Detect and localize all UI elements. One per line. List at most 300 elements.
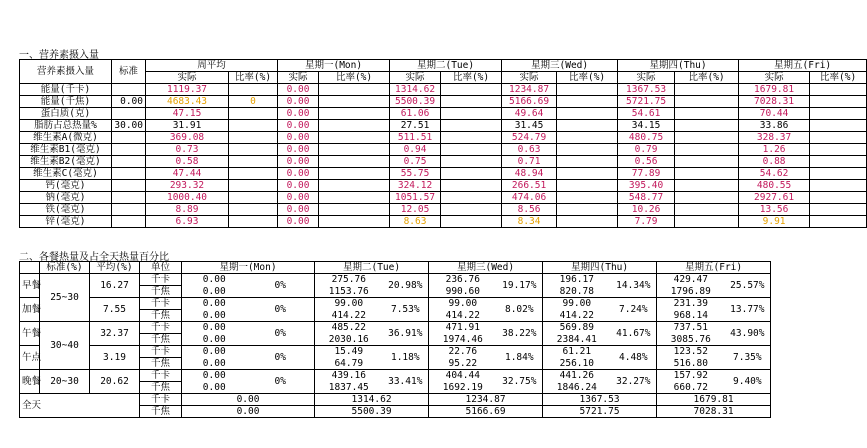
day-kj: 414.22 xyxy=(315,310,383,322)
day-actual: 9.91 xyxy=(739,216,810,228)
meal-label: 加餐 xyxy=(20,298,40,322)
day-ratio xyxy=(810,144,867,156)
day-actual: 70.44 xyxy=(739,108,810,120)
day-actual: 5721.75 xyxy=(618,96,675,108)
day-kj: 1796.89 xyxy=(657,286,725,298)
section1-title: 一、营养素摄入量 xyxy=(19,50,99,61)
day-actual: 34.15 xyxy=(618,120,675,132)
day-ratio xyxy=(441,132,502,144)
day-actual: 2927.61 xyxy=(739,192,810,204)
meal-row-kcal xyxy=(20,298,771,310)
day-actual: 0.75 xyxy=(390,156,441,168)
day-ratio xyxy=(319,192,390,204)
day-actual: 0.00 xyxy=(278,84,319,96)
day-actual: 54.62 xyxy=(739,168,810,180)
nutrient-row xyxy=(20,96,867,108)
day-ratio xyxy=(675,168,739,180)
head-ratio: 比率(%) xyxy=(441,72,502,84)
nutrient-row xyxy=(20,192,867,204)
day-actual: 8.63 xyxy=(390,216,441,228)
day-actual: 0.00 xyxy=(278,120,319,132)
head-ratio: 比率(%) xyxy=(229,72,278,84)
day-actual: 10.26 xyxy=(618,204,675,216)
day-percent: 32.27% xyxy=(611,370,657,394)
day-ratio xyxy=(675,204,739,216)
day-actual: 55.75 xyxy=(390,168,441,180)
day-kj: 1974.46 xyxy=(429,334,497,346)
day-ratio xyxy=(557,144,618,156)
day-ratio xyxy=(441,216,502,228)
nutrient-standard xyxy=(112,168,146,180)
day-kj: 516.80 xyxy=(657,358,725,370)
head-ratio: 比率(%) xyxy=(810,72,867,84)
day-actual: 27.51 xyxy=(390,120,441,132)
day-kj: 0.00 xyxy=(182,286,247,298)
day-kj: 660.72 xyxy=(657,382,725,394)
head-actual: 实际 xyxy=(502,72,557,84)
day-ratio xyxy=(810,96,867,108)
day-kj: 1153.76 xyxy=(315,286,383,298)
day-percent: 19.17% xyxy=(497,274,543,298)
nutrient-row xyxy=(20,216,867,228)
day-ratio xyxy=(319,96,390,108)
weekavg-ratio xyxy=(229,204,278,216)
day-kcal: 275.76 xyxy=(315,274,383,286)
corner-cell xyxy=(20,262,40,274)
nutrient-name: 能量(千焦) xyxy=(20,96,112,108)
day-kj: 0.00 xyxy=(182,334,247,346)
weekavg-actual: 47.44 xyxy=(146,168,229,180)
weekavg-ratio xyxy=(229,216,278,228)
day-kcal: 157.92 xyxy=(657,370,725,382)
weekavg-actual: 6.93 xyxy=(146,216,229,228)
head-ratio: 比率(%) xyxy=(675,72,739,84)
head-day: 星期四(Thu) xyxy=(618,60,739,72)
day-ratio xyxy=(441,108,502,120)
day-percent: 43.90% xyxy=(725,322,771,346)
day-percent: 9.40% xyxy=(725,370,771,394)
weekavg-actual: 47.15 xyxy=(146,108,229,120)
nutrient-name: 钠(毫克) xyxy=(20,192,112,204)
meal-label: 午点 xyxy=(20,346,40,370)
nutrient-row xyxy=(20,144,867,156)
day-ratio xyxy=(675,96,739,108)
day-kj: 414.22 xyxy=(543,310,611,322)
total-kcal: 1679.81 xyxy=(657,394,771,406)
day-actual: 0.00 xyxy=(278,144,319,156)
day-ratio xyxy=(319,144,390,156)
nutrient-row xyxy=(20,120,867,132)
day-percent: 7.35% xyxy=(725,346,771,370)
day-ratio xyxy=(810,120,867,132)
head-avg: 平均(%) xyxy=(90,262,140,274)
day-actual: 1679.81 xyxy=(739,84,810,96)
day-percent: 0% xyxy=(247,298,315,322)
unit-kj: 千焦 xyxy=(140,286,182,298)
nutrient-standard xyxy=(112,156,146,168)
nutrient-standard xyxy=(112,132,146,144)
unit-kj: 千焦 xyxy=(140,358,182,370)
nutrient-row xyxy=(20,180,867,192)
day-actual: 0.00 xyxy=(278,180,319,192)
day-ratio xyxy=(557,204,618,216)
day-actual: 1.26 xyxy=(739,144,810,156)
day-ratio xyxy=(319,84,390,96)
day-ratio xyxy=(557,96,618,108)
head-day: 星期四(Thu) xyxy=(543,262,657,274)
day-actual: 0.88 xyxy=(739,156,810,168)
nutrient-row xyxy=(20,204,867,216)
total-kj: 5721.75 xyxy=(543,406,657,418)
day-percent: 0% xyxy=(247,346,315,370)
day-ratio xyxy=(675,84,739,96)
day-actual: 1051.57 xyxy=(390,192,441,204)
day-kcal: 441.26 xyxy=(543,370,611,382)
nutrient-standard xyxy=(112,180,146,192)
day-percent: 8.02% xyxy=(497,298,543,322)
day-ratio xyxy=(810,132,867,144)
day-ratio xyxy=(319,204,390,216)
meal-std: 20~30 xyxy=(40,370,90,394)
nutrient-name: 脂肪占总热量% xyxy=(20,120,112,132)
day-ratio xyxy=(441,144,502,156)
head-day: 星期三(Wed) xyxy=(429,262,543,274)
day-actual: 1234.87 xyxy=(502,84,557,96)
nutrient-name: 蛋白质(克) xyxy=(20,108,112,120)
day-actual: 49.64 xyxy=(502,108,557,120)
unit-kcal: 千卡 xyxy=(140,394,182,406)
head-day: 星期五(Fri) xyxy=(739,60,867,72)
day-actual: 474.06 xyxy=(502,192,557,204)
day-actual: 0.00 xyxy=(278,96,319,108)
day-kcal: 485.22 xyxy=(315,322,383,334)
weekavg-ratio xyxy=(229,144,278,156)
total-kj: 7028.31 xyxy=(657,406,771,418)
weekavg-actual: 8.89 xyxy=(146,204,229,216)
day-ratio xyxy=(675,108,739,120)
nutrient-name: 维生素B2(毫克) xyxy=(20,156,112,168)
day-ratio xyxy=(441,180,502,192)
day-kcal: 0.00 xyxy=(182,346,247,358)
total-kcal: 1367.53 xyxy=(543,394,657,406)
nutrient-standard xyxy=(112,144,146,156)
total-row-kcal xyxy=(20,394,771,406)
day-actual: 328.37 xyxy=(739,132,810,144)
day-ratio xyxy=(441,156,502,168)
head-actual: 实际 xyxy=(739,72,810,84)
day-percent: 1.84% xyxy=(497,346,543,370)
head-weekavg: 周平均 xyxy=(146,60,278,72)
nutrient-standard xyxy=(112,192,146,204)
day-actual: 0.56 xyxy=(618,156,675,168)
day-ratio xyxy=(675,144,739,156)
meal-avg: 16.27 xyxy=(90,274,140,298)
day-actual: 480.75 xyxy=(618,132,675,144)
day-kcal: 471.91 xyxy=(429,322,497,334)
meal-std: 25~30 xyxy=(40,274,90,322)
day-actual: 77.89 xyxy=(618,168,675,180)
nutrient-row xyxy=(20,168,867,180)
day-percent: 13.77% xyxy=(725,298,771,322)
head-day: 星期三(Wed) xyxy=(502,60,618,72)
head-ratio: 比率(%) xyxy=(319,72,390,84)
day-actual: 0.94 xyxy=(390,144,441,156)
day-actual: 0.00 xyxy=(278,108,319,120)
unit-kcal: 千卡 xyxy=(140,274,182,286)
weekavg-ratio xyxy=(229,180,278,192)
day-actual: 0.79 xyxy=(618,144,675,156)
day-kcal: 737.51 xyxy=(657,322,725,334)
total-kcal: 0.00 xyxy=(182,394,315,406)
day-ratio xyxy=(810,180,867,192)
day-ratio xyxy=(319,132,390,144)
day-percent: 1.18% xyxy=(383,346,429,370)
head-actual: 实际 xyxy=(618,72,675,84)
day-ratio xyxy=(810,204,867,216)
nutrient-name: 维生素A(微克) xyxy=(20,132,112,144)
nutrient-intake-table xyxy=(19,59,867,228)
day-actual: 0.00 xyxy=(278,156,319,168)
nutrient-standard xyxy=(112,108,146,120)
day-kcal: 569.89 xyxy=(543,322,611,334)
day-ratio xyxy=(441,168,502,180)
day-ratio xyxy=(810,84,867,96)
day-ratio xyxy=(557,132,618,144)
day-percent: 0% xyxy=(247,322,315,346)
day-actual: 31.45 xyxy=(502,120,557,132)
day-actual: 7028.31 xyxy=(739,96,810,108)
meal-label: 午餐 xyxy=(20,322,40,346)
unit-kj: 千焦 xyxy=(140,406,182,418)
day-ratio xyxy=(557,180,618,192)
unit-kj: 千焦 xyxy=(140,334,182,346)
day-kcal: 0.00 xyxy=(182,298,247,310)
total-kj: 5166.69 xyxy=(429,406,543,418)
meal-label: 早餐 xyxy=(20,274,40,298)
day-actual: 0.63 xyxy=(502,144,557,156)
day-ratio xyxy=(441,120,502,132)
head-day: 星期一(Mon) xyxy=(182,262,315,274)
weekavg-actual: 4683.43 xyxy=(146,96,229,108)
day-actual: 0.00 xyxy=(278,192,319,204)
day-kj: 820.78 xyxy=(543,286,611,298)
weekavg-actual: 0.73 xyxy=(146,144,229,156)
weekavg-actual: 0.58 xyxy=(146,156,229,168)
day-kcal: 0.00 xyxy=(182,274,247,286)
day-percent: 32.75% xyxy=(497,370,543,394)
total-kj: 5500.39 xyxy=(315,406,429,418)
day-kcal: 99.00 xyxy=(429,298,497,310)
day-ratio xyxy=(557,192,618,204)
day-percent: 7.53% xyxy=(383,298,429,322)
day-ratio xyxy=(675,180,739,192)
meal-avg: 3.19 xyxy=(90,346,140,370)
weekavg-ratio xyxy=(229,132,278,144)
day-actual: 33.86 xyxy=(739,120,810,132)
day-ratio xyxy=(675,216,739,228)
day-ratio xyxy=(441,204,502,216)
day-ratio xyxy=(675,156,739,168)
day-ratio xyxy=(557,108,618,120)
day-percent: 20.98% xyxy=(383,274,429,298)
nutrient-row xyxy=(20,132,867,144)
nutrient-standard: 30.00 xyxy=(112,120,146,132)
day-actual: 511.51 xyxy=(390,132,441,144)
meal-avg: 7.55 xyxy=(90,298,140,322)
head-standard: 标准 xyxy=(112,60,146,84)
weekavg-actual: 369.08 xyxy=(146,132,229,144)
day-percent: 4.48% xyxy=(611,346,657,370)
day-percent: 38.22% xyxy=(497,322,543,346)
head-day: 星期二(Tue) xyxy=(315,262,429,274)
day-percent: 0% xyxy=(247,370,315,394)
head-unit: 单位 xyxy=(140,262,182,274)
total-label: 全天 xyxy=(20,394,140,418)
head-nutrient: 营养素摄入量 xyxy=(20,60,112,84)
total-kcal: 1314.62 xyxy=(315,394,429,406)
weekavg-actual: 1119.37 xyxy=(146,84,229,96)
nutrient-name: 维生素C(毫克) xyxy=(20,168,112,180)
day-kj: 95.22 xyxy=(429,358,497,370)
day-actual: 7.79 xyxy=(618,216,675,228)
day-actual: 0.00 xyxy=(278,204,319,216)
day-actual: 0.00 xyxy=(278,132,319,144)
day-kj: 414.22 xyxy=(429,310,497,322)
head-ratio: 比率(%) xyxy=(557,72,618,84)
day-actual: 266.51 xyxy=(502,180,557,192)
day-actual: 61.06 xyxy=(390,108,441,120)
day-actual: 13.56 xyxy=(739,204,810,216)
day-ratio xyxy=(810,216,867,228)
head-actual: 实际 xyxy=(390,72,441,84)
weekavg-actual: 31.91 xyxy=(146,120,229,132)
meal-row-kcal xyxy=(20,274,771,286)
day-kj: 64.79 xyxy=(315,358,383,370)
day-ratio xyxy=(557,216,618,228)
head-day: 星期二(Tue) xyxy=(390,60,502,72)
weekavg-ratio xyxy=(229,84,278,96)
day-kj: 2030.16 xyxy=(315,334,383,346)
day-actual: 5500.39 xyxy=(390,96,441,108)
meal-row-kcal xyxy=(20,370,771,382)
day-kj: 3085.76 xyxy=(657,334,725,346)
day-kcal: 123.52 xyxy=(657,346,725,358)
meal-row-kcal xyxy=(20,346,771,358)
day-ratio xyxy=(675,120,739,132)
day-ratio xyxy=(557,84,618,96)
day-kcal: 0.00 xyxy=(182,322,247,334)
day-ratio xyxy=(675,132,739,144)
day-percent: 41.67% xyxy=(611,322,657,346)
day-actual: 0.00 xyxy=(278,168,319,180)
total-kcal: 1234.87 xyxy=(429,394,543,406)
day-actual: 5166.69 xyxy=(502,96,557,108)
day-kcal: 236.76 xyxy=(429,274,497,286)
day-actual: 524.79 xyxy=(502,132,557,144)
day-ratio xyxy=(557,168,618,180)
day-actual: 395.40 xyxy=(618,180,675,192)
day-actual: 324.12 xyxy=(390,180,441,192)
unit-kj: 千焦 xyxy=(140,382,182,394)
day-kj: 2384.41 xyxy=(543,334,611,346)
meal-energy-table xyxy=(19,261,771,418)
day-ratio xyxy=(319,156,390,168)
weekavg-ratio xyxy=(229,192,278,204)
day-kj: 0.00 xyxy=(182,310,247,322)
day-kcal: 22.76 xyxy=(429,346,497,358)
head-std: 标准(%) xyxy=(40,262,90,274)
day-kcal: 439.16 xyxy=(315,370,383,382)
day-ratio xyxy=(557,120,618,132)
day-kcal: 196.17 xyxy=(543,274,611,286)
meal-std: 30~40 xyxy=(40,322,90,370)
day-percent: 33.41% xyxy=(383,370,429,394)
weekavg-ratio xyxy=(229,156,278,168)
day-ratio xyxy=(319,120,390,132)
day-ratio xyxy=(810,156,867,168)
day-actual: 12.05 xyxy=(390,204,441,216)
nutrient-name: 锌(毫克) xyxy=(20,216,112,228)
day-kj: 968.14 xyxy=(657,310,725,322)
meal-row-kcal xyxy=(20,322,771,334)
day-ratio xyxy=(319,168,390,180)
day-kj: 1846.24 xyxy=(543,382,611,394)
weekavg-ratio xyxy=(229,120,278,132)
unit-kj: 千焦 xyxy=(140,310,182,322)
day-ratio xyxy=(810,168,867,180)
day-ratio xyxy=(441,96,502,108)
day-kj: 990.60 xyxy=(429,286,497,298)
day-ratio xyxy=(810,108,867,120)
day-kcal: 429.47 xyxy=(657,274,725,286)
day-kj: 1837.45 xyxy=(315,382,383,394)
day-ratio xyxy=(557,156,618,168)
meal-label: 晚餐 xyxy=(20,370,40,394)
day-kcal: 99.00 xyxy=(543,298,611,310)
day-actual: 8.34 xyxy=(502,216,557,228)
nutrient-standard xyxy=(112,84,146,96)
meal-avg: 20.62 xyxy=(90,370,140,394)
day-actual: 480.55 xyxy=(739,180,810,192)
day-actual: 54.61 xyxy=(618,108,675,120)
head-day: 星期五(Fri) xyxy=(657,262,771,274)
day-kcal: 15.49 xyxy=(315,346,383,358)
day-percent: 25.57% xyxy=(725,274,771,298)
day-actual: 1367.53 xyxy=(618,84,675,96)
unit-kcal: 千卡 xyxy=(140,370,182,382)
unit-kcal: 千卡 xyxy=(140,346,182,358)
head-actual: 实际 xyxy=(278,72,319,84)
day-ratio xyxy=(319,108,390,120)
nutrient-name: 铁(毫克) xyxy=(20,204,112,216)
total-kj: 0.00 xyxy=(182,406,315,418)
weekavg-ratio xyxy=(229,108,278,120)
day-ratio xyxy=(441,192,502,204)
day-actual: 48.94 xyxy=(502,168,557,180)
weekavg-ratio: 0 xyxy=(229,96,278,108)
day-kj: 1692.19 xyxy=(429,382,497,394)
meal-avg: 32.37 xyxy=(90,322,140,346)
day-percent: 0% xyxy=(247,274,315,298)
unit-kcal: 千卡 xyxy=(140,298,182,310)
weekavg-ratio xyxy=(229,168,278,180)
unit-kcal: 千卡 xyxy=(140,322,182,334)
section2-title: 二、各餐热量及占全天热量百分比 xyxy=(19,252,169,263)
nutrient-row xyxy=(20,108,867,120)
day-kcal: 404.44 xyxy=(429,370,497,382)
head-day: 星期一(Mon) xyxy=(278,60,390,72)
day-kj: 0.00 xyxy=(182,358,247,370)
